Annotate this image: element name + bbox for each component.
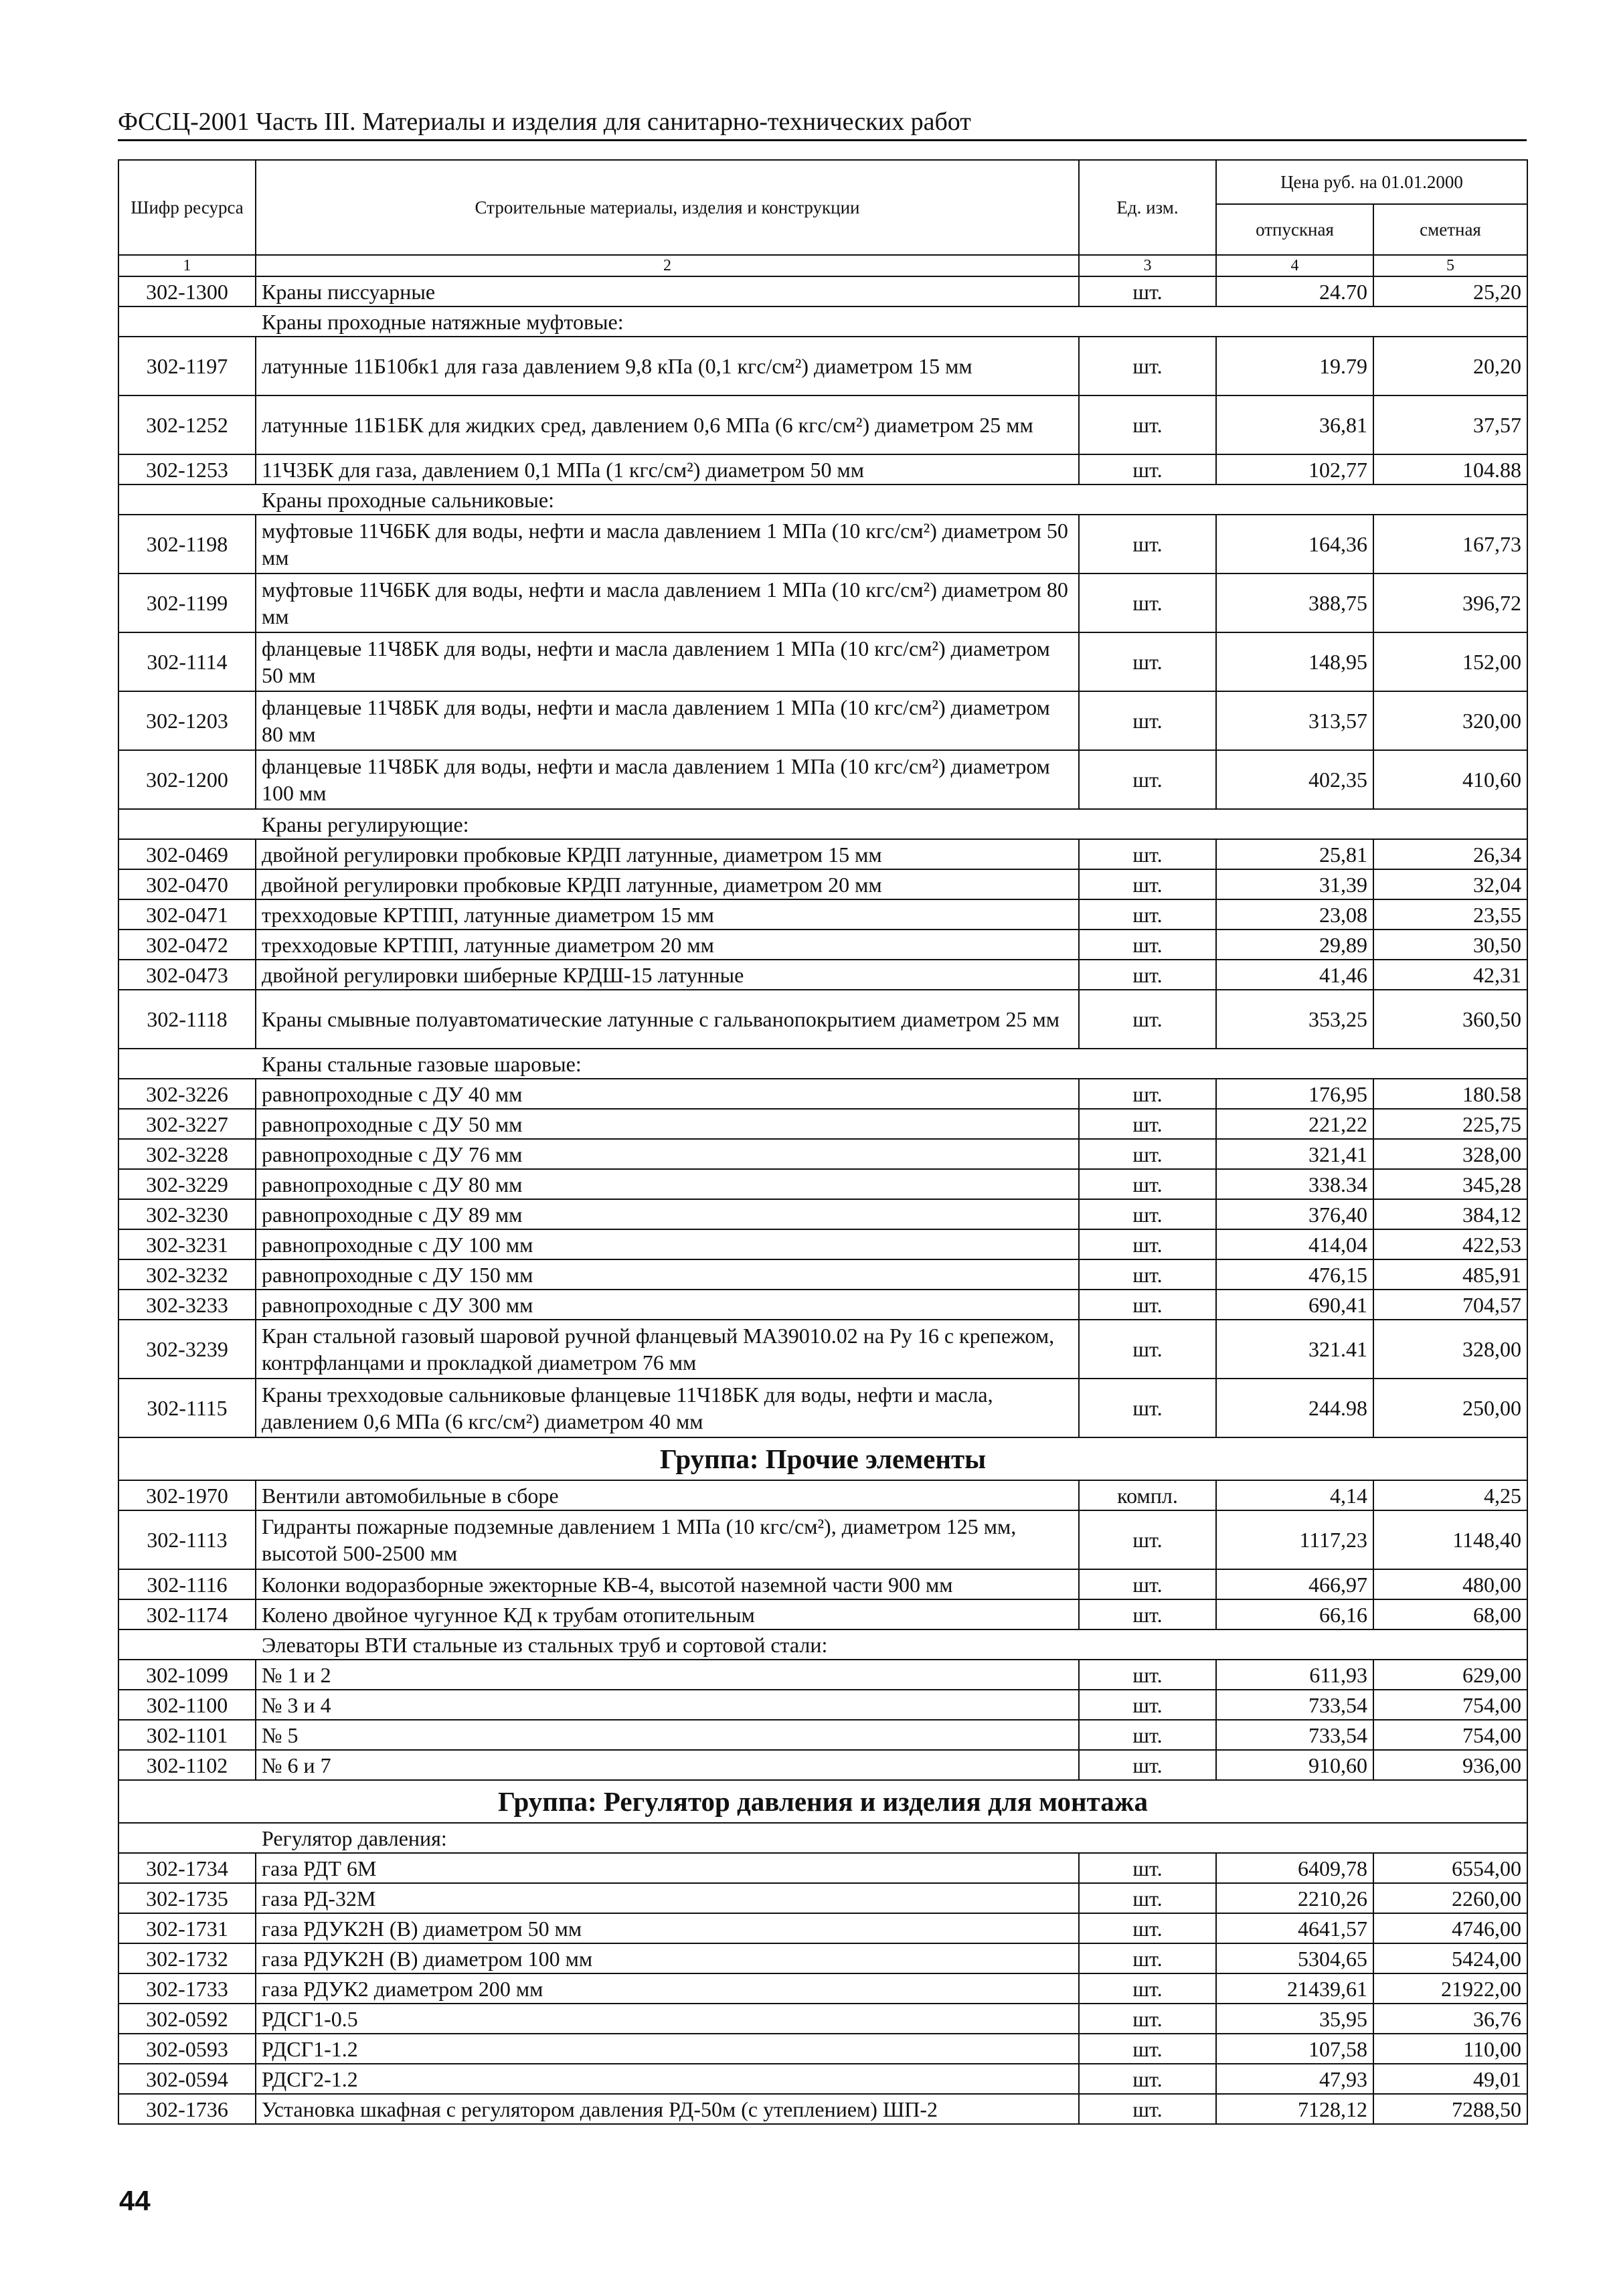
price-release-cell: 402,35 bbox=[1216, 750, 1373, 809]
unit-cell: шт. bbox=[1079, 1169, 1216, 1199]
name-cell: газа РДУК2 диаметром 200 мм bbox=[256, 1973, 1079, 2004]
code-cell: 302-1198 bbox=[118, 515, 256, 573]
table-row bbox=[118, 1290, 1527, 1320]
unit-cell: шт. bbox=[1079, 1229, 1216, 1259]
price-estimate-cell: 23,55 bbox=[1373, 899, 1527, 930]
name-cell: Колонки водоразборные эжекторные КВ-4, высотой наземной части 900 мм bbox=[256, 1569, 1079, 1599]
code-cell: 302-3227 bbox=[118, 1109, 256, 1139]
name-cell: равнопроходные с ДУ 300 мм bbox=[256, 1290, 1079, 1320]
name-cell: № 3 и 4 bbox=[256, 1690, 1079, 1720]
code-cell: 302-1735 bbox=[118, 1883, 256, 1913]
name-cell: Колено двойное чугунное КД к трубам отопительным bbox=[256, 1599, 1079, 1629]
code-cell: 302-1736 bbox=[118, 2094, 256, 2124]
code-cell: 302-1734 bbox=[118, 1853, 256, 1883]
code-cell: 302-0470 bbox=[118, 869, 256, 899]
name-cell: фланцевые 11Ч8БК для воды, нефти и масла давлением 1 МПа (10 кгс/см²) диаметром 100 мм bbox=[256, 750, 1079, 809]
price-estimate-cell: 30,50 bbox=[1373, 930, 1527, 960]
code-cell: 302-1203 bbox=[118, 691, 256, 750]
column-number: 3 bbox=[1079, 255, 1216, 276]
price-release-cell: 353,25 bbox=[1216, 990, 1373, 1049]
table-row bbox=[118, 515, 1527, 573]
price-release-cell: 376,40 bbox=[1216, 1199, 1373, 1229]
code-cell: 302-1197 bbox=[118, 337, 256, 395]
unit-cell: шт. bbox=[1079, 869, 1216, 899]
page-header: ФССЦ-2001 Часть III. Материалы и изделия для санитарно-технических работ bbox=[118, 107, 1527, 141]
name-cell: газа РДУК2Н (В) диаметром 100 мм bbox=[256, 1943, 1079, 1973]
section-heading: Регулятор давления: bbox=[118, 1823, 1527, 1853]
code-cell: 302-1199 bbox=[118, 573, 256, 632]
price-release-cell: 733,54 bbox=[1216, 1690, 1373, 1720]
group-title: Группа: Регулятор давления и изделия для монтажа bbox=[118, 1780, 1527, 1823]
table-row bbox=[118, 454, 1527, 484]
code-cell: 302-1733 bbox=[118, 1973, 256, 2004]
section-heading-row bbox=[118, 1823, 1527, 1853]
price-release-cell: 321.41 bbox=[1216, 1320, 1373, 1379]
unit-cell: шт. bbox=[1079, 1569, 1216, 1599]
table-row bbox=[118, 899, 1527, 930]
section-heading: Краны стальные газовые шаровые: bbox=[118, 1049, 1527, 1079]
header-price-estimate: сметная bbox=[1373, 204, 1527, 255]
price-release-cell: 414,04 bbox=[1216, 1229, 1373, 1259]
name-cell: трехходовые КРТПП, латунные диаметром 15 мм bbox=[256, 899, 1079, 930]
unit-cell: шт. bbox=[1079, 1599, 1216, 1629]
group-title: Группа: Прочие элементы bbox=[118, 1437, 1527, 1480]
price-estimate-cell: 152,00 bbox=[1373, 632, 1527, 691]
table-row bbox=[118, 1480, 1527, 1510]
name-cell: РДСГ1-0.5 bbox=[256, 2004, 1079, 2034]
unit-cell: шт. bbox=[1079, 1750, 1216, 1780]
unit-cell: шт. bbox=[1079, 1660, 1216, 1690]
unit-cell: шт. bbox=[1079, 930, 1216, 960]
price-release-cell: 19.79 bbox=[1216, 337, 1373, 395]
unit-cell: шт. bbox=[1079, 1379, 1216, 1437]
unit-cell: шт. bbox=[1079, 1943, 1216, 1973]
code-cell: 302-1102 bbox=[118, 1750, 256, 1780]
price-release-cell: 148,95 bbox=[1216, 632, 1373, 691]
unit-cell: шт. bbox=[1079, 1199, 1216, 1229]
price-release-cell: 244.98 bbox=[1216, 1379, 1373, 1437]
name-cell: № 6 и 7 bbox=[256, 1750, 1079, 1780]
code-cell: 302-1113 bbox=[118, 1510, 256, 1569]
price-release-cell: 466,97 bbox=[1216, 1569, 1373, 1599]
table-row bbox=[118, 1379, 1527, 1437]
price-estimate-cell: 410,60 bbox=[1373, 750, 1527, 809]
code-cell: 302-1118 bbox=[118, 990, 256, 1049]
price-estimate-cell: 225,75 bbox=[1373, 1109, 1527, 1139]
name-cell: двойной регулировки шиберные КРДШ-15 латунные bbox=[256, 960, 1079, 990]
price-estimate-cell: 37,57 bbox=[1373, 395, 1527, 454]
price-estimate-cell: 1148,40 bbox=[1373, 1510, 1527, 1569]
name-cell: Краны смывные полуавтоматические латунные с гальванопокрытием диаметром 25 мм bbox=[256, 990, 1079, 1049]
price-estimate-cell: 25,20 bbox=[1373, 276, 1527, 306]
column-number: 1 bbox=[118, 255, 256, 276]
header-name: Строительные материалы, изделия и конструкции bbox=[256, 160, 1079, 255]
price-release-cell: 35,95 bbox=[1216, 2004, 1373, 2034]
table-body bbox=[118, 276, 1527, 2124]
header-price-group: Цена руб. на 01.01.2000 bbox=[1216, 160, 1527, 204]
price-estimate-cell: 167,73 bbox=[1373, 515, 1527, 573]
price-estimate-cell: 20,20 bbox=[1373, 337, 1527, 395]
table-row bbox=[118, 839, 1527, 869]
column-number: 5 bbox=[1373, 255, 1527, 276]
unit-cell: шт. bbox=[1079, 632, 1216, 691]
section-heading: Краны проходные сальниковые: bbox=[118, 484, 1527, 515]
price-estimate-cell: 754,00 bbox=[1373, 1720, 1527, 1750]
code-cell: 302-3229 bbox=[118, 1169, 256, 1199]
code-cell: 302-1300 bbox=[118, 276, 256, 306]
table-row bbox=[118, 960, 1527, 990]
table-row bbox=[118, 395, 1527, 454]
unit-cell: шт. bbox=[1079, 2034, 1216, 2064]
code-cell: 302-1114 bbox=[118, 632, 256, 691]
price-release-cell: 102,77 bbox=[1216, 454, 1373, 484]
table-row bbox=[118, 573, 1527, 632]
unit-cell: шт. bbox=[1079, 750, 1216, 809]
price-estimate-cell: 704,57 bbox=[1373, 1290, 1527, 1320]
price-estimate-cell: 6554,00 bbox=[1373, 1853, 1527, 1883]
code-cell: 302-3232 bbox=[118, 1259, 256, 1290]
unit-cell: шт. bbox=[1079, 1853, 1216, 1883]
price-release-cell: 611,93 bbox=[1216, 1660, 1373, 1690]
unit-cell: шт. bbox=[1079, 573, 1216, 632]
price-release-cell: 4641,57 bbox=[1216, 1913, 1373, 1943]
price-release-cell: 221,22 bbox=[1216, 1109, 1373, 1139]
column-number: 4 bbox=[1216, 255, 1373, 276]
name-cell: муфтовые 11Ч6БК для воды, нефти и масла давлением 1 МПа (10 кгс/см²) диаметром 80 мм bbox=[256, 573, 1079, 632]
price-release-cell: 41,46 bbox=[1216, 960, 1373, 990]
table-row bbox=[118, 1973, 1527, 2004]
header-price-release: отпускная bbox=[1216, 204, 1373, 255]
code-cell: 302-3226 bbox=[118, 1079, 256, 1109]
name-cell: двойной регулировки пробковые КРДП латунные, диаметром 20 мм bbox=[256, 869, 1079, 899]
price-estimate-cell: 396,72 bbox=[1373, 573, 1527, 632]
price-estimate-cell: 328,00 bbox=[1373, 1320, 1527, 1379]
price-release-cell: 2210,26 bbox=[1216, 1883, 1373, 1913]
code-cell: 302-1970 bbox=[118, 1480, 256, 1510]
price-release-cell: 733,54 bbox=[1216, 1720, 1373, 1750]
price-table bbox=[118, 159, 1528, 2125]
name-cell: равнопроходные с ДУ 40 мм bbox=[256, 1079, 1079, 1109]
table-row bbox=[118, 1943, 1527, 1973]
unit-cell: шт. bbox=[1079, 454, 1216, 484]
code-cell: 302-1200 bbox=[118, 750, 256, 809]
table-row bbox=[118, 750, 1527, 809]
table-row bbox=[118, 1510, 1527, 1569]
table-row bbox=[118, 1079, 1527, 1109]
price-release-cell: 5304,65 bbox=[1216, 1943, 1373, 1973]
price-estimate-cell: 936,00 bbox=[1373, 1750, 1527, 1780]
table-row bbox=[118, 1109, 1527, 1139]
price-estimate-cell: 754,00 bbox=[1373, 1690, 1527, 1720]
table-row bbox=[118, 869, 1527, 899]
unit-cell: шт. bbox=[1079, 2094, 1216, 2124]
unit-cell: шт. bbox=[1079, 1320, 1216, 1379]
price-estimate-cell: 2260,00 bbox=[1373, 1883, 1527, 1913]
header-code: Шифр ресурса bbox=[118, 160, 256, 255]
price-estimate-cell: 250,00 bbox=[1373, 1379, 1527, 1437]
table-row bbox=[118, 691, 1527, 750]
price-estimate-cell: 328,00 bbox=[1373, 1139, 1527, 1169]
price-release-cell: 66,16 bbox=[1216, 1599, 1373, 1629]
section-heading: Краны регулирующие: bbox=[118, 809, 1527, 839]
price-estimate-cell: 629,00 bbox=[1373, 1660, 1527, 1690]
code-cell: 302-1252 bbox=[118, 395, 256, 454]
price-release-cell: 21439,61 bbox=[1216, 1973, 1373, 2004]
name-cell: двойной регулировки пробковые КРДП латунные, диаметром 15 мм bbox=[256, 839, 1079, 869]
price-release-cell: 24.70 bbox=[1216, 276, 1373, 306]
table-row bbox=[118, 1853, 1527, 1883]
code-cell: 302-3233 bbox=[118, 1290, 256, 1320]
name-cell: муфтовые 11Ч6БК для воды, нефти и масла давлением 1 МПа (10 кгс/см²) диаметром 50 мм bbox=[256, 515, 1079, 573]
price-release-cell: 1117,23 bbox=[1216, 1510, 1373, 1569]
code-cell: 302-3228 bbox=[118, 1139, 256, 1169]
price-estimate-cell: 32,04 bbox=[1373, 869, 1527, 899]
unit-cell: шт. bbox=[1079, 1139, 1216, 1169]
table-row bbox=[118, 1690, 1527, 1720]
unit-cell: шт. bbox=[1079, 2004, 1216, 2034]
table-row bbox=[118, 1169, 1527, 1199]
code-cell: 302-3239 bbox=[118, 1320, 256, 1379]
price-release-cell: 388,75 bbox=[1216, 573, 1373, 632]
table-row bbox=[118, 1229, 1527, 1259]
unit-cell: шт. bbox=[1079, 899, 1216, 930]
price-release-cell: 910,60 bbox=[1216, 1750, 1373, 1780]
unit-cell: шт. bbox=[1079, 1109, 1216, 1139]
code-cell: 302-0593 bbox=[118, 2034, 256, 2064]
price-release-cell: 321,41 bbox=[1216, 1139, 1373, 1169]
price-estimate-cell: 36,76 bbox=[1373, 2004, 1527, 2034]
price-release-cell: 690,41 bbox=[1216, 1290, 1373, 1320]
code-cell: 302-3231 bbox=[118, 1229, 256, 1259]
table-row bbox=[118, 1913, 1527, 1943]
code-cell: 302-3230 bbox=[118, 1199, 256, 1229]
price-release-cell: 29,89 bbox=[1216, 930, 1373, 960]
price-release-cell: 6409,78 bbox=[1216, 1853, 1373, 1883]
unit-cell: шт. bbox=[1079, 395, 1216, 454]
table-row bbox=[118, 1259, 1527, 1290]
price-estimate-cell: 485,91 bbox=[1373, 1259, 1527, 1290]
name-cell: № 1 и 2 bbox=[256, 1660, 1079, 1690]
unit-cell: шт. bbox=[1079, 276, 1216, 306]
unit-cell: шт. bbox=[1079, 1913, 1216, 1943]
price-estimate-cell: 422,53 bbox=[1373, 1229, 1527, 1259]
name-cell: Краны писсуарные bbox=[256, 276, 1079, 306]
table-row bbox=[118, 1660, 1527, 1690]
name-cell: РДСГ2-1.2 bbox=[256, 2064, 1079, 2094]
section-heading-row bbox=[118, 306, 1527, 337]
price-estimate-cell: 110,00 bbox=[1373, 2034, 1527, 2064]
price-release-cell: 36,81 bbox=[1216, 395, 1373, 454]
unit-cell: шт. bbox=[1079, 1079, 1216, 1109]
code-cell: 302-0594 bbox=[118, 2064, 256, 2094]
price-estimate-cell: 320,00 bbox=[1373, 691, 1527, 750]
name-cell: равнопроходные с ДУ 80 мм bbox=[256, 1169, 1079, 1199]
name-cell: равнопроходные с ДУ 50 мм bbox=[256, 1109, 1079, 1139]
table-row bbox=[118, 1750, 1527, 1780]
price-release-cell: 23,08 bbox=[1216, 899, 1373, 930]
section-heading-row bbox=[118, 484, 1527, 515]
name-cell: равнопроходные с ДУ 100 мм bbox=[256, 1229, 1079, 1259]
unit-cell: шт. bbox=[1079, 1973, 1216, 2004]
price-estimate-cell: 21922,00 bbox=[1373, 1973, 1527, 2004]
table-row bbox=[118, 1139, 1527, 1169]
code-cell: 302-1115 bbox=[118, 1379, 256, 1437]
unit-cell: шт. bbox=[1079, 2064, 1216, 2094]
price-estimate-cell: 68,00 bbox=[1373, 1599, 1527, 1629]
code-cell: 302-0592 bbox=[118, 2004, 256, 2034]
price-estimate-cell: 49,01 bbox=[1373, 2064, 1527, 2094]
code-cell: 302-0469 bbox=[118, 839, 256, 869]
table-row bbox=[118, 990, 1527, 1049]
unit-cell: шт. bbox=[1079, 515, 1216, 573]
name-cell: латунные 11Б10бк1 для газа давлением 9,8 кПа (0,1 кгс/см²) диаметром 15 мм bbox=[256, 337, 1079, 395]
price-estimate-cell: 42,31 bbox=[1373, 960, 1527, 990]
name-cell: равнопроходные с ДУ 89 мм bbox=[256, 1199, 1079, 1229]
group-row bbox=[118, 1437, 1527, 1480]
unit-cell: шт. bbox=[1079, 691, 1216, 750]
section-heading-row bbox=[118, 1049, 1527, 1079]
name-cell: Гидранты пожарные подземные давлением 1 МПа (10 кгс/см²), диаметром 125 мм, высотой 500-2500 мм bbox=[256, 1510, 1079, 1569]
table-row bbox=[118, 930, 1527, 960]
group-row bbox=[118, 1780, 1527, 1823]
table-row bbox=[118, 1199, 1527, 1229]
section-heading-row bbox=[118, 1629, 1527, 1660]
name-cell: равнопроходные с ДУ 76 мм bbox=[256, 1139, 1079, 1169]
table-row bbox=[118, 1320, 1527, 1379]
price-release-cell: 164,36 bbox=[1216, 515, 1373, 573]
section-heading: Краны проходные натяжные муфтовые: bbox=[118, 306, 1527, 337]
name-cell: Краны трехходовые сальниковые фланцевые 11Ч18БК для воды, нефти и масла, давлением 0,6 МПа (6 кгс/см²) диаметром 40 мм bbox=[256, 1379, 1079, 1437]
code-cell: 302-1253 bbox=[118, 454, 256, 484]
price-estimate-cell: 104.88 bbox=[1373, 454, 1527, 484]
name-cell: фланцевые 11Ч8БК для воды, нефти и масла давлением 1 МПа (10 кгс/см²) диаметром 80 мм bbox=[256, 691, 1079, 750]
price-release-cell: 7128,12 bbox=[1216, 2094, 1373, 2124]
code-cell: 302-1732 bbox=[118, 1943, 256, 1973]
price-estimate-cell: 480,00 bbox=[1373, 1569, 1527, 1599]
code-cell: 302-1100 bbox=[118, 1690, 256, 1720]
unit-cell: шт. bbox=[1079, 839, 1216, 869]
price-estimate-cell: 360,50 bbox=[1373, 990, 1527, 1049]
table-row bbox=[118, 1720, 1527, 1750]
unit-cell: шт. bbox=[1079, 1290, 1216, 1320]
price-release-cell: 4,14 bbox=[1216, 1480, 1373, 1510]
code-cell: 302-0473 bbox=[118, 960, 256, 990]
unit-cell: шт. bbox=[1079, 1720, 1216, 1750]
code-cell: 302-1731 bbox=[118, 1913, 256, 1943]
table-row bbox=[118, 276, 1527, 306]
price-estimate-cell: 180.58 bbox=[1373, 1079, 1527, 1109]
name-cell: равнопроходные с ДУ 150 мм bbox=[256, 1259, 1079, 1290]
name-cell: 11Ч3БК для газа, давлением 0,1 МПа (1 кгс/см²) диаметром 50 мм bbox=[256, 454, 1079, 484]
table-row bbox=[118, 1599, 1527, 1629]
name-cell: латунные 11Б1БК для жидких сред, давлением 0,6 МПа (6 кгс/см²) диаметром 25 мм bbox=[256, 395, 1079, 454]
section-heading: Элеваторы ВТИ стальные из стальных труб и сортовой стали: bbox=[118, 1629, 1527, 1660]
code-cell: 302-1101 bbox=[118, 1720, 256, 1750]
price-release-cell: 25,81 bbox=[1216, 839, 1373, 869]
unit-cell: компл. bbox=[1079, 1480, 1216, 1510]
column-number: 2 bbox=[256, 255, 1079, 276]
header-unit: Ед. изм. bbox=[1079, 160, 1216, 255]
code-cell: 302-0471 bbox=[118, 899, 256, 930]
table-row bbox=[118, 1569, 1527, 1599]
name-cell: Кран стальной газовый шаровой ручной фланцевый МА39010.02 на Ру 16 с крепежом, контрфланцами и прокладкой диаметром 76 мм bbox=[256, 1320, 1079, 1379]
price-estimate-cell: 4746,00 bbox=[1373, 1913, 1527, 1943]
table-row bbox=[118, 2034, 1527, 2064]
table-row bbox=[118, 2064, 1527, 2094]
price-estimate-cell: 26,34 bbox=[1373, 839, 1527, 869]
name-cell: № 5 bbox=[256, 1720, 1079, 1750]
price-estimate-cell: 5424,00 bbox=[1373, 1943, 1527, 1973]
price-estimate-cell: 384,12 bbox=[1373, 1199, 1527, 1229]
price-release-cell: 176,95 bbox=[1216, 1079, 1373, 1109]
unit-cell: шт. bbox=[1079, 1690, 1216, 1720]
unit-cell: шт. bbox=[1079, 990, 1216, 1049]
price-release-cell: 47,93 bbox=[1216, 2064, 1373, 2094]
section-heading-row bbox=[118, 809, 1527, 839]
name-cell: газа РДТ 6М bbox=[256, 1853, 1079, 1883]
price-estimate-cell: 345,28 bbox=[1373, 1169, 1527, 1199]
table-row bbox=[118, 337, 1527, 395]
unit-cell: шт. bbox=[1079, 1510, 1216, 1569]
name-cell: фланцевые 11Ч8БК для воды, нефти и масла давлением 1 МПа (10 кгс/см²) диаметром 50 мм bbox=[256, 632, 1079, 691]
table-row bbox=[118, 2094, 1527, 2124]
unit-cell: шт. bbox=[1079, 960, 1216, 990]
table-row bbox=[118, 2004, 1527, 2034]
name-cell: газа РДУК2Н (В) диаметром 50 мм bbox=[256, 1913, 1079, 1943]
price-release-cell: 107,58 bbox=[1216, 2034, 1373, 2064]
name-cell: трехходовые КРТПП, латунные диаметром 20 мм bbox=[256, 930, 1079, 960]
unit-cell: шт. bbox=[1079, 1883, 1216, 1913]
price-estimate-cell: 4,25 bbox=[1373, 1480, 1527, 1510]
code-cell: 302-0472 bbox=[118, 930, 256, 960]
unit-cell: шт. bbox=[1079, 337, 1216, 395]
name-cell: Вентили автомобильные в сборе bbox=[256, 1480, 1079, 1510]
table-row bbox=[118, 632, 1527, 691]
price-release-cell: 31,39 bbox=[1216, 869, 1373, 899]
code-cell: 302-1174 bbox=[118, 1599, 256, 1629]
price-estimate-cell: 7288,50 bbox=[1373, 2094, 1527, 2124]
price-release-cell: 476,15 bbox=[1216, 1259, 1373, 1290]
code-cell: 302-1099 bbox=[118, 1660, 256, 1690]
price-release-cell: 338.34 bbox=[1216, 1169, 1373, 1199]
code-cell: 302-1116 bbox=[118, 1569, 256, 1599]
name-cell: РДСГ1-1.2 bbox=[256, 2034, 1079, 2064]
page-number: 44 bbox=[119, 2185, 151, 2216]
price-release-cell: 313,57 bbox=[1216, 691, 1373, 750]
table-row bbox=[118, 1883, 1527, 1913]
name-cell: Установка шкафная с регулятором давления РД-50м (с утеплением) ШП-2 bbox=[256, 2094, 1079, 2124]
name-cell: газа РД-32М bbox=[256, 1883, 1079, 1913]
unit-cell: шт. bbox=[1079, 1259, 1216, 1290]
